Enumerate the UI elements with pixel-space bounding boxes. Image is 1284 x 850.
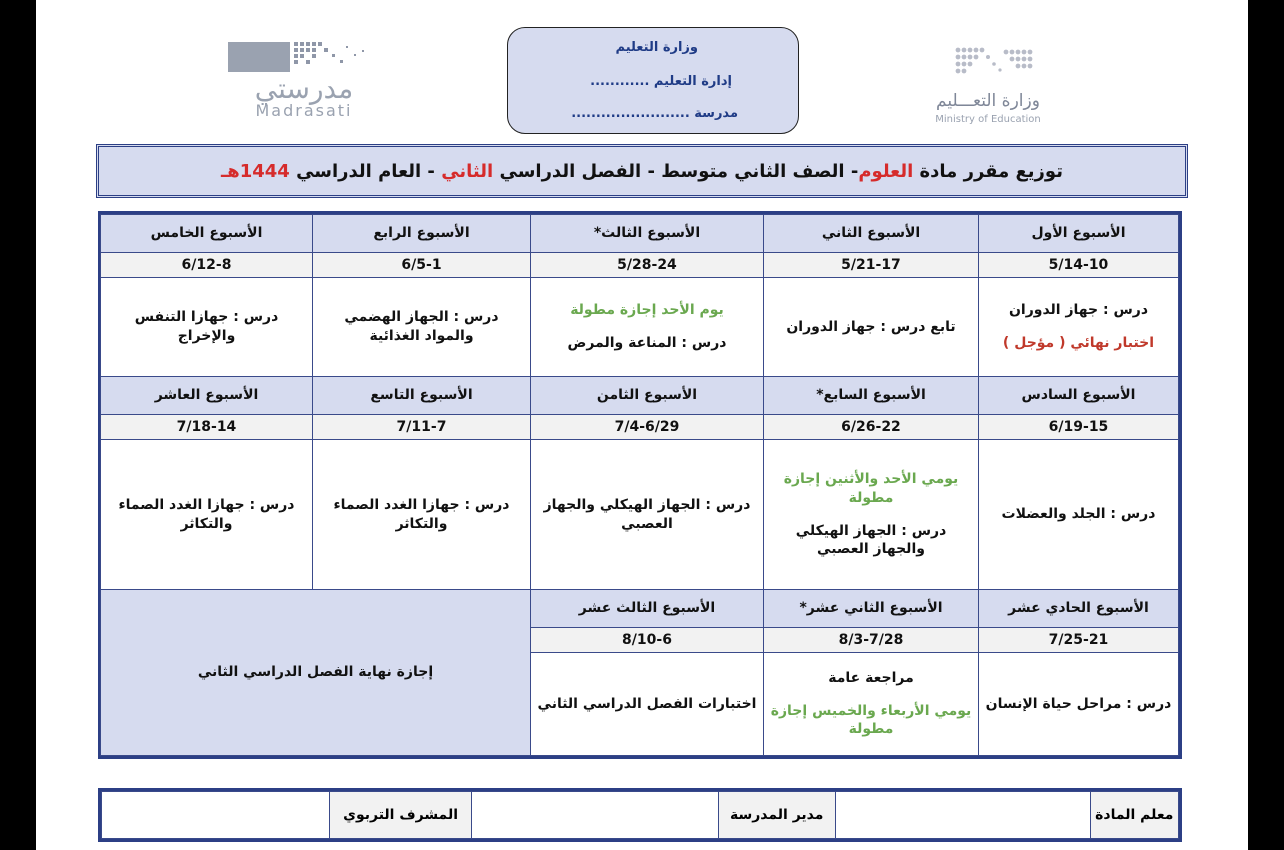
ministry-info-box: [507, 27, 799, 134]
week-2-dates: 5/21-17: [764, 253, 979, 278]
teacher-label: معلم المادة: [1090, 792, 1178, 839]
ministry-of-education-logo: [896, 44, 1076, 126]
week-11-cell: [979, 653, 1179, 756]
week-12-dates: 8/3-7/28: [764, 628, 979, 653]
week-10-dates: 7/18-14: [101, 415, 313, 440]
directorate-line: إدارة التعليم ............: [590, 74, 732, 89]
schedule-table: [98, 211, 1182, 759]
week-12-cell: [764, 653, 979, 756]
signature-table: [98, 788, 1182, 842]
principal-label: مدير المدرسة: [718, 792, 835, 839]
week-9-cell: [313, 440, 531, 590]
week-8-cell: [531, 440, 764, 590]
date-row: [101, 415, 1179, 440]
week-11-lesson: درس : مراحل حياة الإنسان: [985, 695, 1172, 712]
week-13-dates: 8/10-6: [531, 628, 764, 653]
week-7-dates: 6/26-22: [764, 415, 979, 440]
principal-signature-field[interactable]: [471, 792, 718, 839]
week-5-header: الأسبوع الخامس: [101, 215, 313, 253]
week-11-dates: 7/25-21: [979, 628, 1179, 653]
title-year: 1444هـ: [221, 160, 290, 182]
week-7-note: يومي الأحد والأثنين إجازة مطولة: [783, 470, 959, 506]
week-12-note: يومي الأربعاء والخميس إجازة مطولة: [770, 702, 972, 738]
week-8-header: الأسبوع الثامن: [531, 377, 764, 415]
week-2-cell: [764, 278, 979, 377]
supervisor-signature-field[interactable]: [102, 792, 330, 839]
lesson-row: [101, 440, 1179, 590]
title-term: الثاني: [441, 160, 494, 182]
week-3-cell: [531, 278, 764, 377]
week-3-header: الأسبوع الثالث*: [531, 215, 764, 253]
week-10-cell: [101, 440, 313, 590]
week-11-header: الأسبوع الحادي عشر: [979, 590, 1179, 628]
week-4-cell: [313, 278, 531, 377]
week-6-cell: [979, 440, 1179, 590]
week-9-lesson: درس : جهازا الغدد الصماء والتكاثر: [333, 496, 510, 532]
week-3-dates: 5/28-24: [531, 253, 764, 278]
week-4-dates: 6/5-1: [313, 253, 531, 278]
week-13-header: الأسبوع الثالث عشر: [531, 590, 764, 628]
week-1-cell: [979, 278, 1179, 377]
week-9-dates: 7/11-7: [313, 415, 531, 440]
week-13-lesson: اختبارات الفصل الدراسي الثاني: [537, 695, 757, 712]
page-title: [96, 144, 1188, 198]
week-7-cell: [764, 440, 979, 590]
week-5-lesson: درس : جهازا التنفس والإخراج: [134, 309, 279, 344]
week-3-note: يوم الأحد إجازة مطولة: [570, 302, 724, 319]
week-10-lesson: درس : جهازا الغدد الصماء والتكاثر: [118, 496, 295, 532]
end-of-term-holiday: إجازة نهاية الفصل الدراسي الثاني: [101, 590, 531, 756]
week-1-header: الأسبوع الأول: [979, 215, 1179, 253]
teacher-signature-field[interactable]: [835, 792, 1090, 839]
title-middle: - الصف الثاني متوسط - الفصل الدراسي: [499, 160, 859, 182]
week-13-cell: [531, 653, 764, 756]
week-2-header: الأسبوع الثاني: [764, 215, 979, 253]
week-7-lesson: درس : الجهاز الهيكلي والجهاز العصبي: [795, 522, 947, 558]
date-row: [101, 253, 1179, 278]
svg-text:Madrasati: Madrasati: [255, 101, 353, 120]
week-header-row: [101, 215, 1179, 253]
title-subject: العلوم: [858, 160, 914, 182]
svg-text:مدرستي: مدرستي: [254, 72, 354, 105]
school-line: مدرسة ........................: [571, 106, 738, 121]
lesson-row: [101, 278, 1179, 377]
supervisor-label: المشرف التربوي: [330, 792, 472, 839]
week-1-dates: 5/14-10: [979, 253, 1179, 278]
title-suffix: - العام الدراسي: [296, 160, 435, 182]
document-page: [36, 0, 1248, 850]
ministry-line: وزارة التعليم: [615, 40, 698, 55]
week-3-lesson: درس : المناعة والمرض: [567, 335, 727, 351]
week-6-header: الأسبوع السادس: [979, 377, 1179, 415]
week-12-header: الأسبوع الثاني عشر*: [764, 590, 979, 628]
week-10-header: الأسبوع العاشر: [101, 377, 313, 415]
week-1-lesson: درس : جهاز الدوران: [1008, 302, 1149, 319]
week-6-dates: 6/19-15: [979, 415, 1179, 440]
week-6-lesson: درس : الجلد والعضلات: [1001, 506, 1156, 523]
week-header-row: [101, 590, 1179, 628]
week-1-note: اختبار نهائي ( مؤجل ): [1002, 335, 1155, 351]
week-7-header: الأسبوع السابع*: [764, 377, 979, 415]
week-2-lesson: تابع درس : جهاز الدوران: [786, 318, 956, 335]
madrasati-logo: [228, 40, 404, 120]
week-4-header: الأسبوع الرابع: [313, 215, 531, 253]
week-5-cell: [101, 278, 313, 377]
week-12-lesson: مراجعة عامة: [828, 669, 914, 686]
title-prefix: توزيع مقرر مادة: [919, 160, 1063, 182]
week-header-row: [101, 377, 1179, 415]
svg-text:وزارة التعـــليم: وزارة التعـــليم: [936, 91, 1040, 111]
week-5-dates: 6/12-8: [101, 253, 313, 278]
svg-text:Ministry of Education: Ministry of Education: [935, 114, 1041, 125]
week-9-header: الأسبوع التاسع: [313, 377, 531, 415]
week-4-lesson: درس : الجهاز الهضمي والمواد الغذائية: [344, 309, 499, 344]
week-8-lesson: درس : الجهاز الهيكلي والجهاز العصبي: [543, 496, 751, 532]
week-8-dates: 7/4-6/29: [531, 415, 764, 440]
